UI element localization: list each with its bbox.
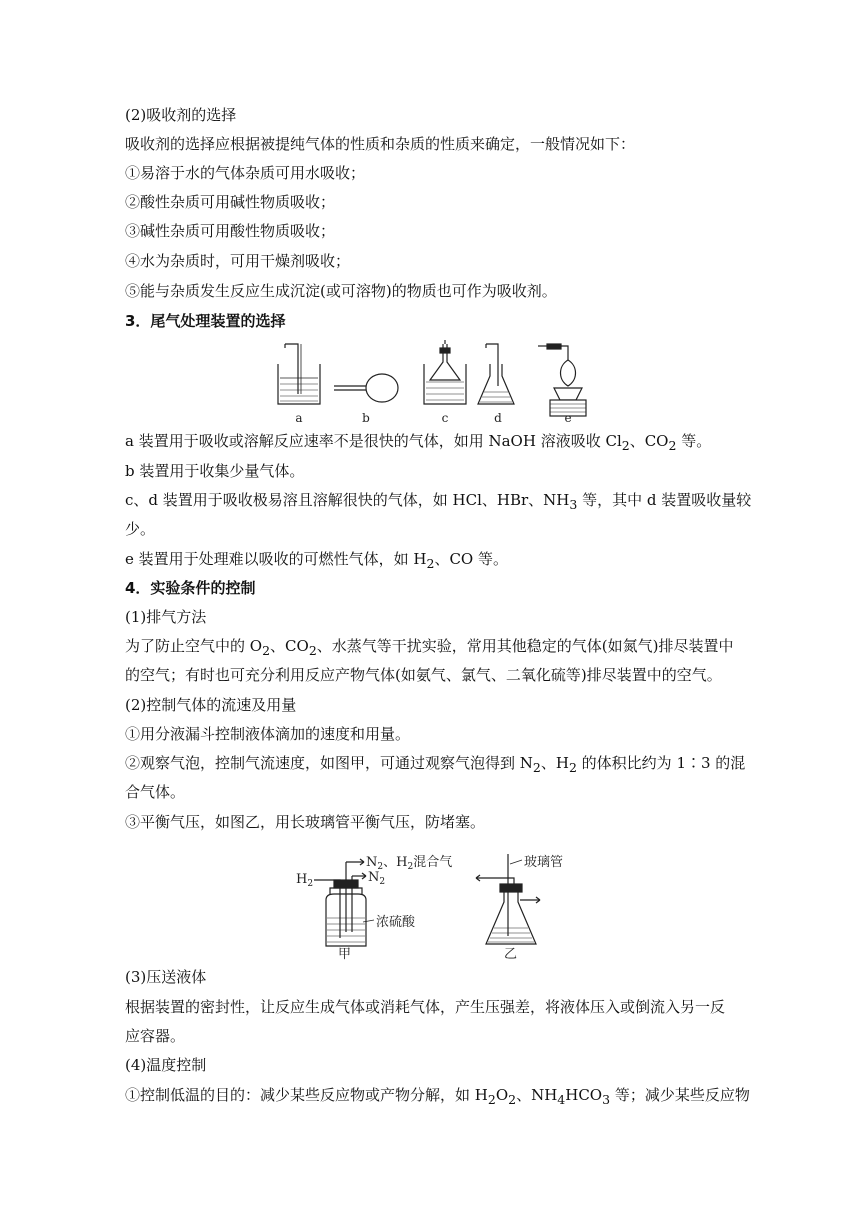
fig-label-c: c xyxy=(441,411,449,425)
apparatus-d xyxy=(478,344,514,404)
apparatus-b xyxy=(334,374,398,402)
heading-tail-gas: 3．尾气处理装置的选择 xyxy=(125,312,286,330)
fig-label-b: b xyxy=(362,411,370,425)
flow-item-1: ①用分液漏斗控制液体滴加的速度和用量。 xyxy=(125,725,411,743)
pressure-line2: 应容器。 xyxy=(125,1027,186,1045)
caption-jia: 甲 xyxy=(338,947,352,960)
apparatus-e xyxy=(538,344,586,416)
purge-line2: 的空气；有时也可充分利用反应产物气体(如氨气、氯气、二氧化硫等)排尽装置中的空气。 xyxy=(125,666,722,684)
pressure-line1: 根据装置的密封性，让反应生成气体或消耗气体，产生压强差，将液体压入或倒流入另一反 xyxy=(125,998,726,1016)
label-h2-in: $H_2$ xyxy=(296,872,314,889)
flow-item-2-line2: 合气体。 xyxy=(125,783,186,801)
label-mixed-gas-out: $N_2$、$H_2$混合气 xyxy=(366,855,453,872)
paragraph-apparatus-cd-line1: c、d 装置用于吸收极易溶且溶解很快的气体，如 HCl、HBr、$NH_3$ 等，其中 d 装置吸收量较 xyxy=(125,491,752,512)
temperature-line1: ①控制低温的目的：减少某些反应物或产物分解，如 $H_2O_2$、$NH_4HCO_3$ 等；减少某些反应物 xyxy=(125,1086,750,1107)
fig-label-e: e xyxy=(564,411,572,425)
subheading-purge: (1)排气方法 xyxy=(125,608,207,626)
paragraph-apparatus-cd-line2: 少。 xyxy=(125,520,156,538)
subheading-pressure: (3)压送液体 xyxy=(125,968,207,986)
absorbent-item-4: ④水为杂质时，可用干燥剂吸收； xyxy=(125,252,351,270)
heading-conditions: 4．实验条件的控制 xyxy=(125,579,256,597)
absorbent-item-5: ⑤能与杂质发生反应生成沉淀(或可溶物)的物质也可作为吸收剂。 xyxy=(125,282,557,300)
apparatus-a xyxy=(278,344,320,404)
caption-yi: 乙 xyxy=(504,947,518,960)
absorbent-intro: 吸收剂的选择应根据被提纯气体的性质和杂质的性质来确定，一般情况如下： xyxy=(125,135,636,153)
tail-gas-apparatus-figure xyxy=(268,336,598,428)
absorbent-item-2: ②酸性杂质可用碱性物质吸收； xyxy=(125,193,336,211)
paragraph-apparatus-e: e 装置用于处理难以吸收的可燃性气体，如 $H_2$、CO 等。 xyxy=(125,550,508,571)
bottle-jia xyxy=(314,859,374,946)
subheading-temperature: (4)温度控制 xyxy=(125,1056,207,1074)
subheading-flow: (2)控制气体的流速及用量 xyxy=(125,696,297,714)
absorbent-item-3: ③碱性杂质可用酸性物质吸收； xyxy=(125,222,336,240)
purge-line1: 为了防止空气中的 $O_2$、$CO_2$、水蒸气等干扰实验，常用其他稳定的气体(如氮气)排尽装置中 xyxy=(125,637,734,658)
paragraph-apparatus-a: a 装置用于吸收或溶解反应速率不是很快的气体，如用 NaOH 溶液吸收 $Cl_2$、$CO_2$ 等。 xyxy=(125,432,712,453)
label-n2-in: $N_2$ xyxy=(368,870,386,887)
apparatus-c xyxy=(424,340,466,404)
label-glass-tube: 玻璃管 xyxy=(524,855,564,870)
absorbent-item-1: ①易溶于水的气体杂质可用水吸收； xyxy=(125,164,366,182)
flow-item-3: ③平衡气压，如图乙，用长玻璃管平衡气压，防堵塞。 xyxy=(125,813,486,831)
flow-control-figure xyxy=(290,848,590,960)
flow-item-2-line1: ②观察气泡，控制气流速度，如图甲，可通过观察气泡得到 $N_2$、$H_2$ 的体积比约为 1∶3 的混 xyxy=(125,754,746,775)
label-concentrated-sulfuric-acid: 浓硫酸 xyxy=(376,915,416,930)
fig-label-d: d xyxy=(494,411,502,425)
paragraph-apparatus-b: b 装置用于收集少量气体。 xyxy=(125,462,305,480)
fig-label-a: a xyxy=(295,411,303,425)
heading-absorbent: (2)吸收剂的选择 xyxy=(125,106,237,124)
